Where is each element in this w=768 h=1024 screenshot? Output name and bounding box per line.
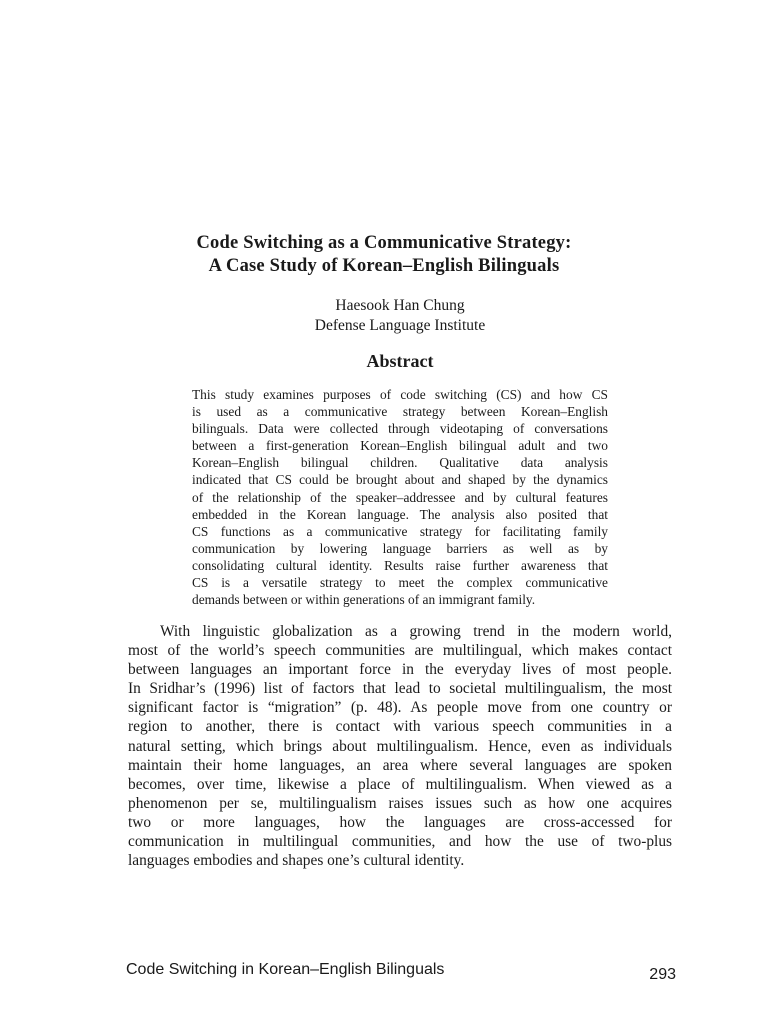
author-name: Haesook Han Chung xyxy=(335,297,465,314)
author-affiliation: Defense Language Institute xyxy=(314,317,486,334)
body-line: significant factor is “migration” (p. 48). As people move from one country or xyxy=(128,699,672,717)
body-line: maintain their home languages, an area where several languages are spoken xyxy=(128,756,672,774)
body-line: region to another, there is contact with various speech communities in a xyxy=(128,718,672,736)
title-line-2: A Case Study of Korean–English Bilinguals xyxy=(208,256,560,276)
abstract-line: Korean–English bilingual children. Qualitative data analysis xyxy=(192,455,608,471)
abstract-line: consolidating cultural identity. Results raise further awareness that xyxy=(192,557,608,573)
paper-title xyxy=(0,232,768,278)
body-line: becomes, over time, likewise a place of multilingualism. When viewed as a xyxy=(128,775,672,793)
abstract-line: demands between or within generations of an immigrant family. xyxy=(192,592,536,608)
running-footer-title: Code Switching in Korean–English Bilinguals xyxy=(126,961,445,978)
body-paragraph xyxy=(128,622,672,870)
title-line-1: Code Switching as a Communicative Strategy: xyxy=(196,233,572,253)
abstract-line: is used as a communicative strategy between Korean–English xyxy=(192,404,608,420)
abstract-line: between a first-generation Korean–English bilingual adult and two xyxy=(192,438,608,454)
abstract-line: indicated that CS could be brought about and shaped by the dynamics xyxy=(192,472,608,488)
abstract-body xyxy=(192,386,608,608)
body-line: languages embodies and shapes one’s cultural identity. xyxy=(128,852,465,870)
author-block xyxy=(0,296,768,336)
abstract-line: of the relationship of the speaker–addressee and by cultural features xyxy=(192,489,608,505)
body-line: two or more languages, how the languages are cross-accessed for xyxy=(128,813,672,831)
body-line: between languages an important force in the everyday lives of most people. xyxy=(128,661,672,679)
body-line: With linguistic globalization as a growing trend in the modern world, xyxy=(160,623,672,640)
page-number: 293 xyxy=(649,966,676,983)
body-line: most of the world’s speech communities are multilingual, which makes contact xyxy=(128,642,672,660)
abstract-line: CS is a versatile strategy to meet the complex communicative xyxy=(192,575,608,591)
abstract-line: CS functions as a communicative strategy for facilitating family xyxy=(192,523,608,539)
body-line: phenomenon per se, multilingualism raises issues such as how one acquires xyxy=(128,794,672,812)
abstract-line: embedded in the Korean language. The analysis also posited that xyxy=(192,506,608,522)
body-line: natural setting, which brings about multilingualism. Hence, even as individuals xyxy=(128,737,672,755)
body-line: communication in multilingual communities, and how the use of two-plus xyxy=(128,833,672,851)
abstract-heading: Abstract xyxy=(366,351,434,371)
body-line: In Sridhar’s (1996) list of factors that lead to societal multilingualism, the most xyxy=(128,680,672,698)
abstract-line: bilinguals. Data were collected through videotaping of conversations xyxy=(192,421,608,437)
abstract-line: communication by lowering language barriers as well as by xyxy=(192,540,608,556)
abstract-line: This study examines purposes of code switching (CS) and how CS xyxy=(192,387,608,402)
